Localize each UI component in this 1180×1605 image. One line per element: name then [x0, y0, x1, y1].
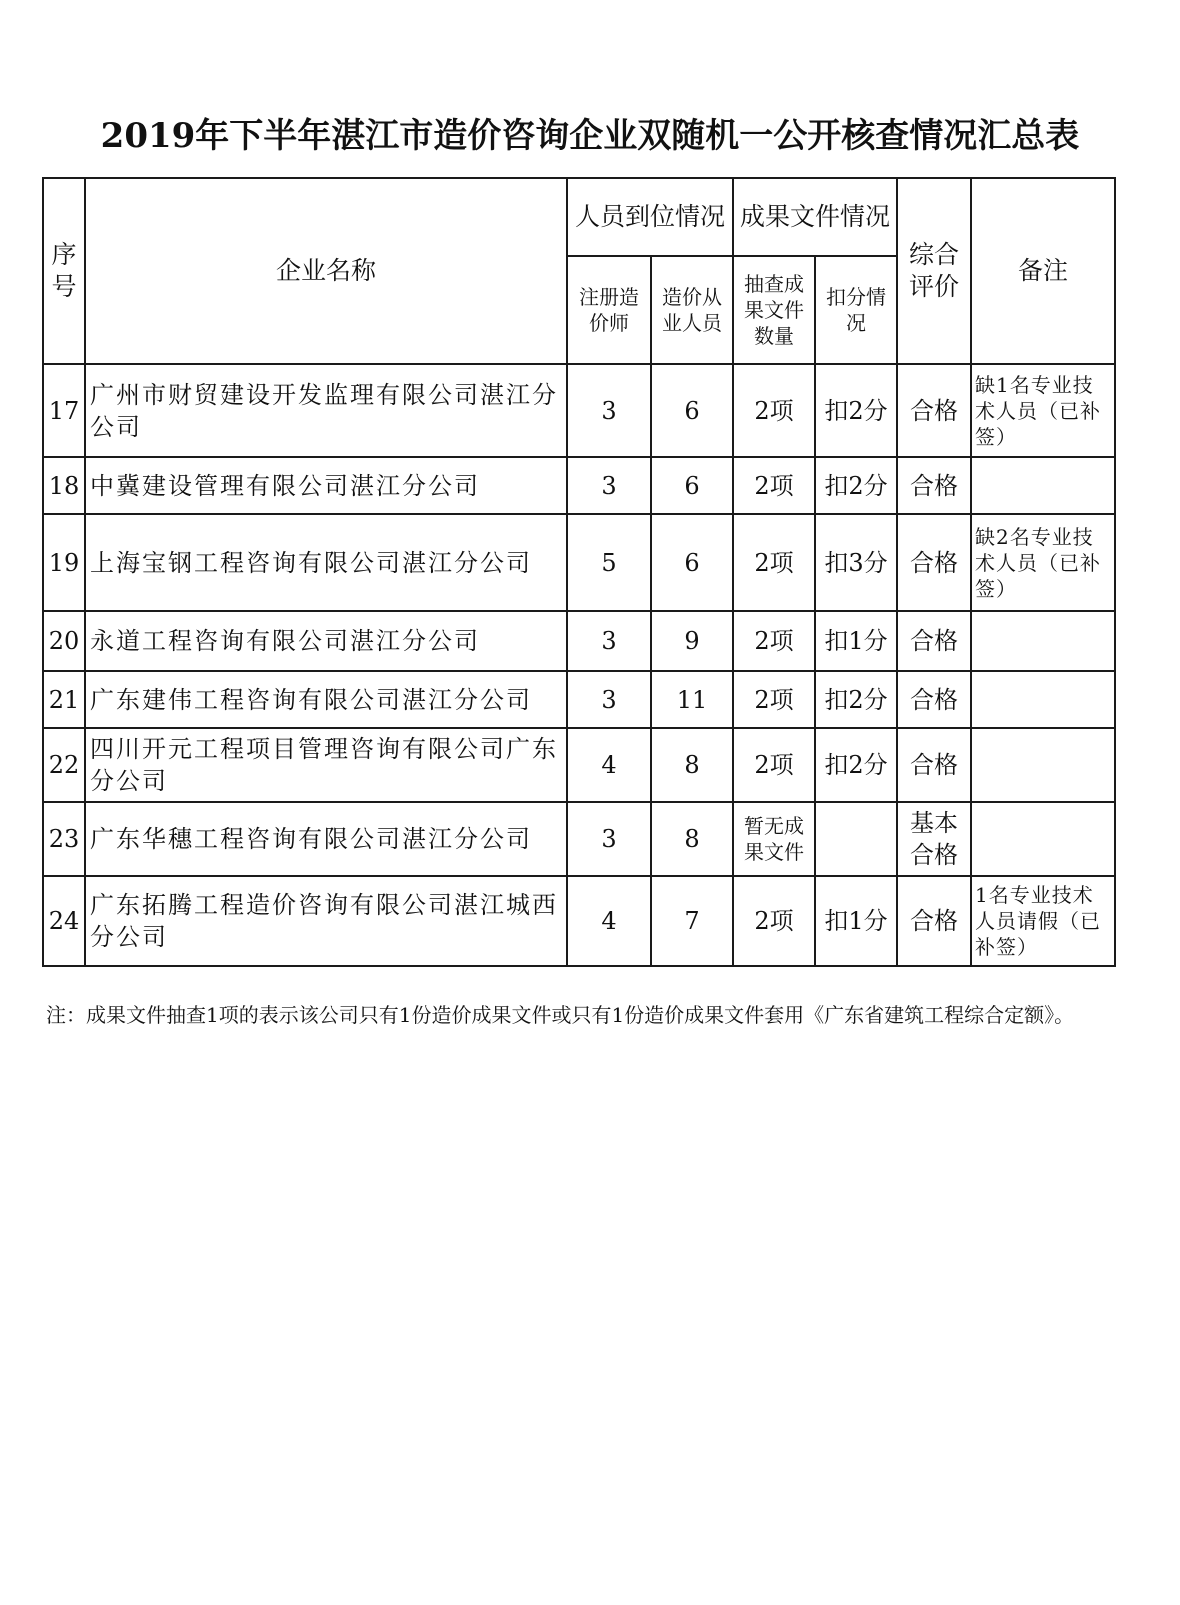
header-output-deduction: 扣分情况 [815, 256, 897, 364]
cell-company: 四川开元工程项目管理咨询有限公司广东分公司 [85, 728, 567, 802]
cell-seq: 21 [43, 671, 85, 728]
cell-remark [971, 728, 1115, 802]
cell-practitioners: 6 [651, 364, 733, 457]
cell-registered: 3 [567, 611, 651, 671]
cell-count: 暂无成果文件 [733, 802, 815, 876]
cell-seq: 22 [43, 728, 85, 802]
cell-practitioners: 8 [651, 802, 733, 876]
cell-remark: 缺2名专业技术人员（已补签） [971, 514, 1115, 611]
cell-registered: 3 [567, 671, 651, 728]
cell-company: 广东拓腾工程造价咨询有限公司湛江城西分公司 [85, 876, 567, 966]
cell-count: 2项 [733, 364, 815, 457]
header-output-count: 抽查成果文件数量 [733, 256, 815, 364]
cell-company: 上海宝钢工程咨询有限公司湛江分公司 [85, 514, 567, 611]
table-row [43, 671, 1115, 728]
cell-registered: 5 [567, 514, 651, 611]
cell-evaluation: 合格 [897, 671, 971, 728]
cell-deduction: 扣2分 [815, 728, 897, 802]
header-remark: 备注 [971, 178, 1115, 364]
cell-deduction [815, 802, 897, 876]
header-company: 企业名称 [85, 178, 567, 364]
cell-registered: 3 [567, 802, 651, 876]
header-staff-registered: 注册造价师 [567, 256, 651, 364]
cell-registered: 3 [567, 364, 651, 457]
cell-count: 2项 [733, 457, 815, 514]
cell-practitioners: 8 [651, 728, 733, 802]
cell-seq: 24 [43, 876, 85, 966]
table-row [43, 611, 1115, 671]
cell-count: 2项 [733, 611, 815, 671]
cell-evaluation: 基本合格 [897, 802, 971, 876]
cell-deduction: 扣1分 [815, 876, 897, 966]
cell-seq: 17 [43, 364, 85, 457]
cell-evaluation: 合格 [897, 364, 971, 457]
cell-remark [971, 802, 1115, 876]
cell-company: 中冀建设管理有限公司湛江分公司 [85, 457, 567, 514]
cell-remark [971, 611, 1115, 671]
header-seq: 序号 [43, 178, 85, 364]
cell-registered: 4 [567, 728, 651, 802]
cell-seq: 20 [43, 611, 85, 671]
header-output-group: 成果文件情况 [733, 178, 897, 256]
cell-company: 广州市财贸建设开发监理有限公司湛江分公司 [85, 364, 567, 457]
cell-seq: 19 [43, 514, 85, 611]
header-staff-group: 人员到位情况 [567, 178, 733, 256]
header-evaluation: 综合评价 [897, 178, 971, 364]
cell-count: 2项 [733, 728, 815, 802]
cell-remark: 缺1名专业技术人员（已补签） [971, 364, 1115, 457]
table-row [43, 876, 1115, 966]
cell-evaluation: 合格 [897, 514, 971, 611]
cell-remark [971, 671, 1115, 728]
cell-practitioners: 9 [651, 611, 733, 671]
cell-practitioners: 6 [651, 457, 733, 514]
header-staff-practitioners: 造价从业人员 [651, 256, 733, 364]
table-row [43, 728, 1115, 802]
cell-evaluation: 合格 [897, 728, 971, 802]
cell-deduction: 扣1分 [815, 611, 897, 671]
cell-practitioners: 6 [651, 514, 733, 611]
cell-seq: 18 [43, 457, 85, 514]
cell-count: 2项 [733, 671, 815, 728]
cell-remark: 1名专业技术人员请假（已补签） [971, 876, 1115, 966]
cell-evaluation: 合格 [897, 611, 971, 671]
table-row [43, 514, 1115, 611]
table-row [43, 457, 1115, 514]
cell-evaluation: 合格 [897, 457, 971, 514]
summary-table [42, 177, 1116, 967]
cell-company: 广东建伟工程咨询有限公司湛江分公司 [85, 671, 567, 728]
cell-practitioners: 7 [651, 876, 733, 966]
cell-company: 广东华穗工程咨询有限公司湛江分公司 [85, 802, 567, 876]
footnote: 注：成果文件抽查1项的表示该公司只有1份造价成果文件或只有1份造价成果文件套用《广东省建筑工程综合定额》。 [46, 1003, 1075, 1027]
cell-registered: 3 [567, 457, 651, 514]
table-row [43, 802, 1115, 876]
cell-practitioners: 11 [651, 671, 733, 728]
cell-registered: 4 [567, 876, 651, 966]
cell-deduction: 扣3分 [815, 514, 897, 611]
table-row [43, 364, 1115, 457]
cell-company: 永道工程咨询有限公司湛江分公司 [85, 611, 567, 671]
cell-count: 2项 [733, 876, 815, 966]
cell-evaluation: 合格 [897, 876, 971, 966]
cell-count: 2项 [733, 514, 815, 611]
cell-seq: 23 [43, 802, 85, 876]
cell-remark [971, 457, 1115, 514]
page-title: 2019年下半年湛江市造价咨询企业双随机一公开核查情况汇总表 [100, 116, 1080, 156]
cell-deduction: 扣2分 [815, 364, 897, 457]
cell-deduction: 扣2分 [815, 671, 897, 728]
cell-deduction: 扣2分 [815, 457, 897, 514]
